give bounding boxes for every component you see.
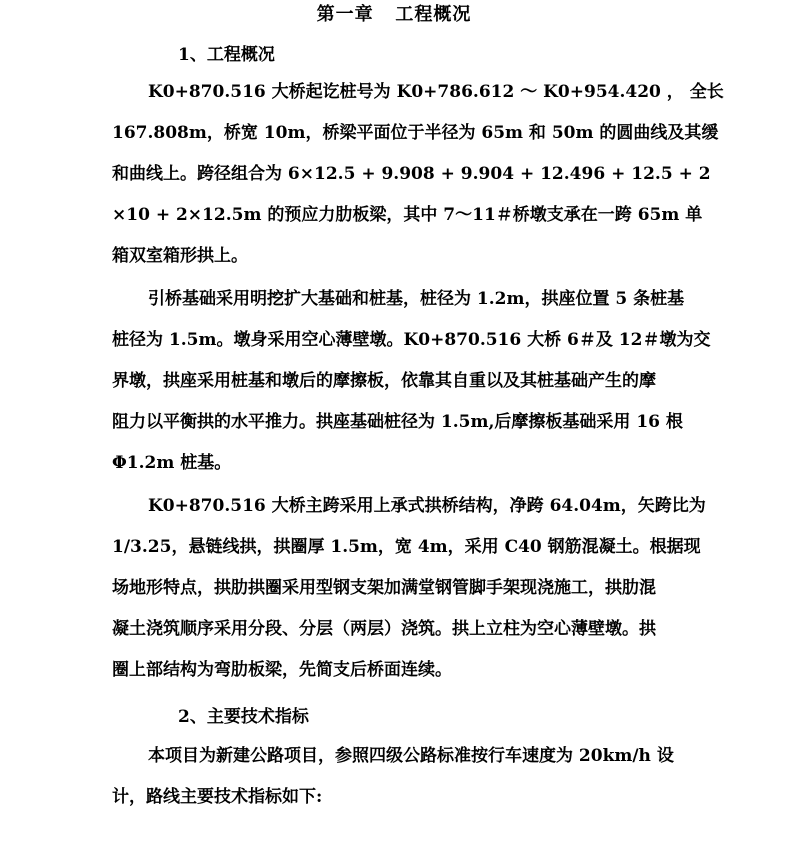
paragraph-line: 本项目为新建公路项目，参照四级公路标准按行车速度为 20km/h 设 [148, 746, 674, 766]
paragraph-line: 阻力以平衡拱的水平推力。拱座基础桩径为 1.5m,后摩擦板基础采用 16 根 [112, 412, 683, 432]
paragraph-line: 界墩，拱座采用桩基和墩后的摩擦板，依靠其自重以及其桩基础产生的摩 [112, 371, 656, 391]
chapter-title: 第一章 工程概况 [316, 4, 472, 25]
paragraph-line: ×10 + 2×12.5m 的预应力肋板梁，其中 7～11＃桥墩支承在一跨 65m 单 [112, 205, 703, 225]
paragraph-line: 场地形特点，拱肋拱圈采用型钢支架加满堂钢管脚手架现浇施工，拱肋混 [112, 578, 656, 598]
paragraph-line: 圈上部结构为弯肋板梁，先简支后桥面连续。 [112, 660, 452, 680]
paragraph-line: K0+870.516 大桥起讫桩号为 K0+786.612 ～ K0+954.420 ， 全长 [148, 82, 724, 102]
paragraph-line: 引桥基础采用明挖扩大基础和桩基，桩径为 1.2m，拱座位置 5 条桩基 [148, 289, 685, 309]
section-heading-overview: 1、工程概况 [178, 45, 275, 65]
paragraph-line: 凝土浇筑顺序采用分段、分层（两层）浇筑。拱上立柱为空心薄壁墩。拱 [112, 619, 656, 639]
paragraph-line: 和曲线上。跨径组合为 6×12.5 + 9.908 + 9.904 + 12.496 + 12.5 + 2 [112, 164, 711, 184]
section-heading-technical-indicators: 2、主要技术指标 [178, 707, 309, 727]
paragraph-line: K0+870.516 大桥主跨采用上承式拱桥结构，净跨 64.04m，矢跨比为 [148, 496, 706, 516]
paragraph-line: 167.808m，桥宽 10m，桥梁平面位于半径为 65m 和 50m 的圆曲线及其缓 [112, 123, 719, 143]
paragraph-line: 箱双室箱形拱上。 [112, 246, 248, 266]
paragraph-line: 1/3.25，悬链线拱，拱圈厚 1.5m，宽 4m，采用 C40 钢筋混凝土。根据现 [112, 537, 701, 557]
paragraph-line: Φ1.2m 桩基。 [112, 453, 232, 473]
paragraph-line: 桩径为 1.5m。墩身采用空心薄壁墩。K0+870.516 大桥 6＃及 12＃墩为交 [112, 330, 711, 350]
paragraph-line: 计，路线主要技术指标如下: [112, 787, 323, 807]
